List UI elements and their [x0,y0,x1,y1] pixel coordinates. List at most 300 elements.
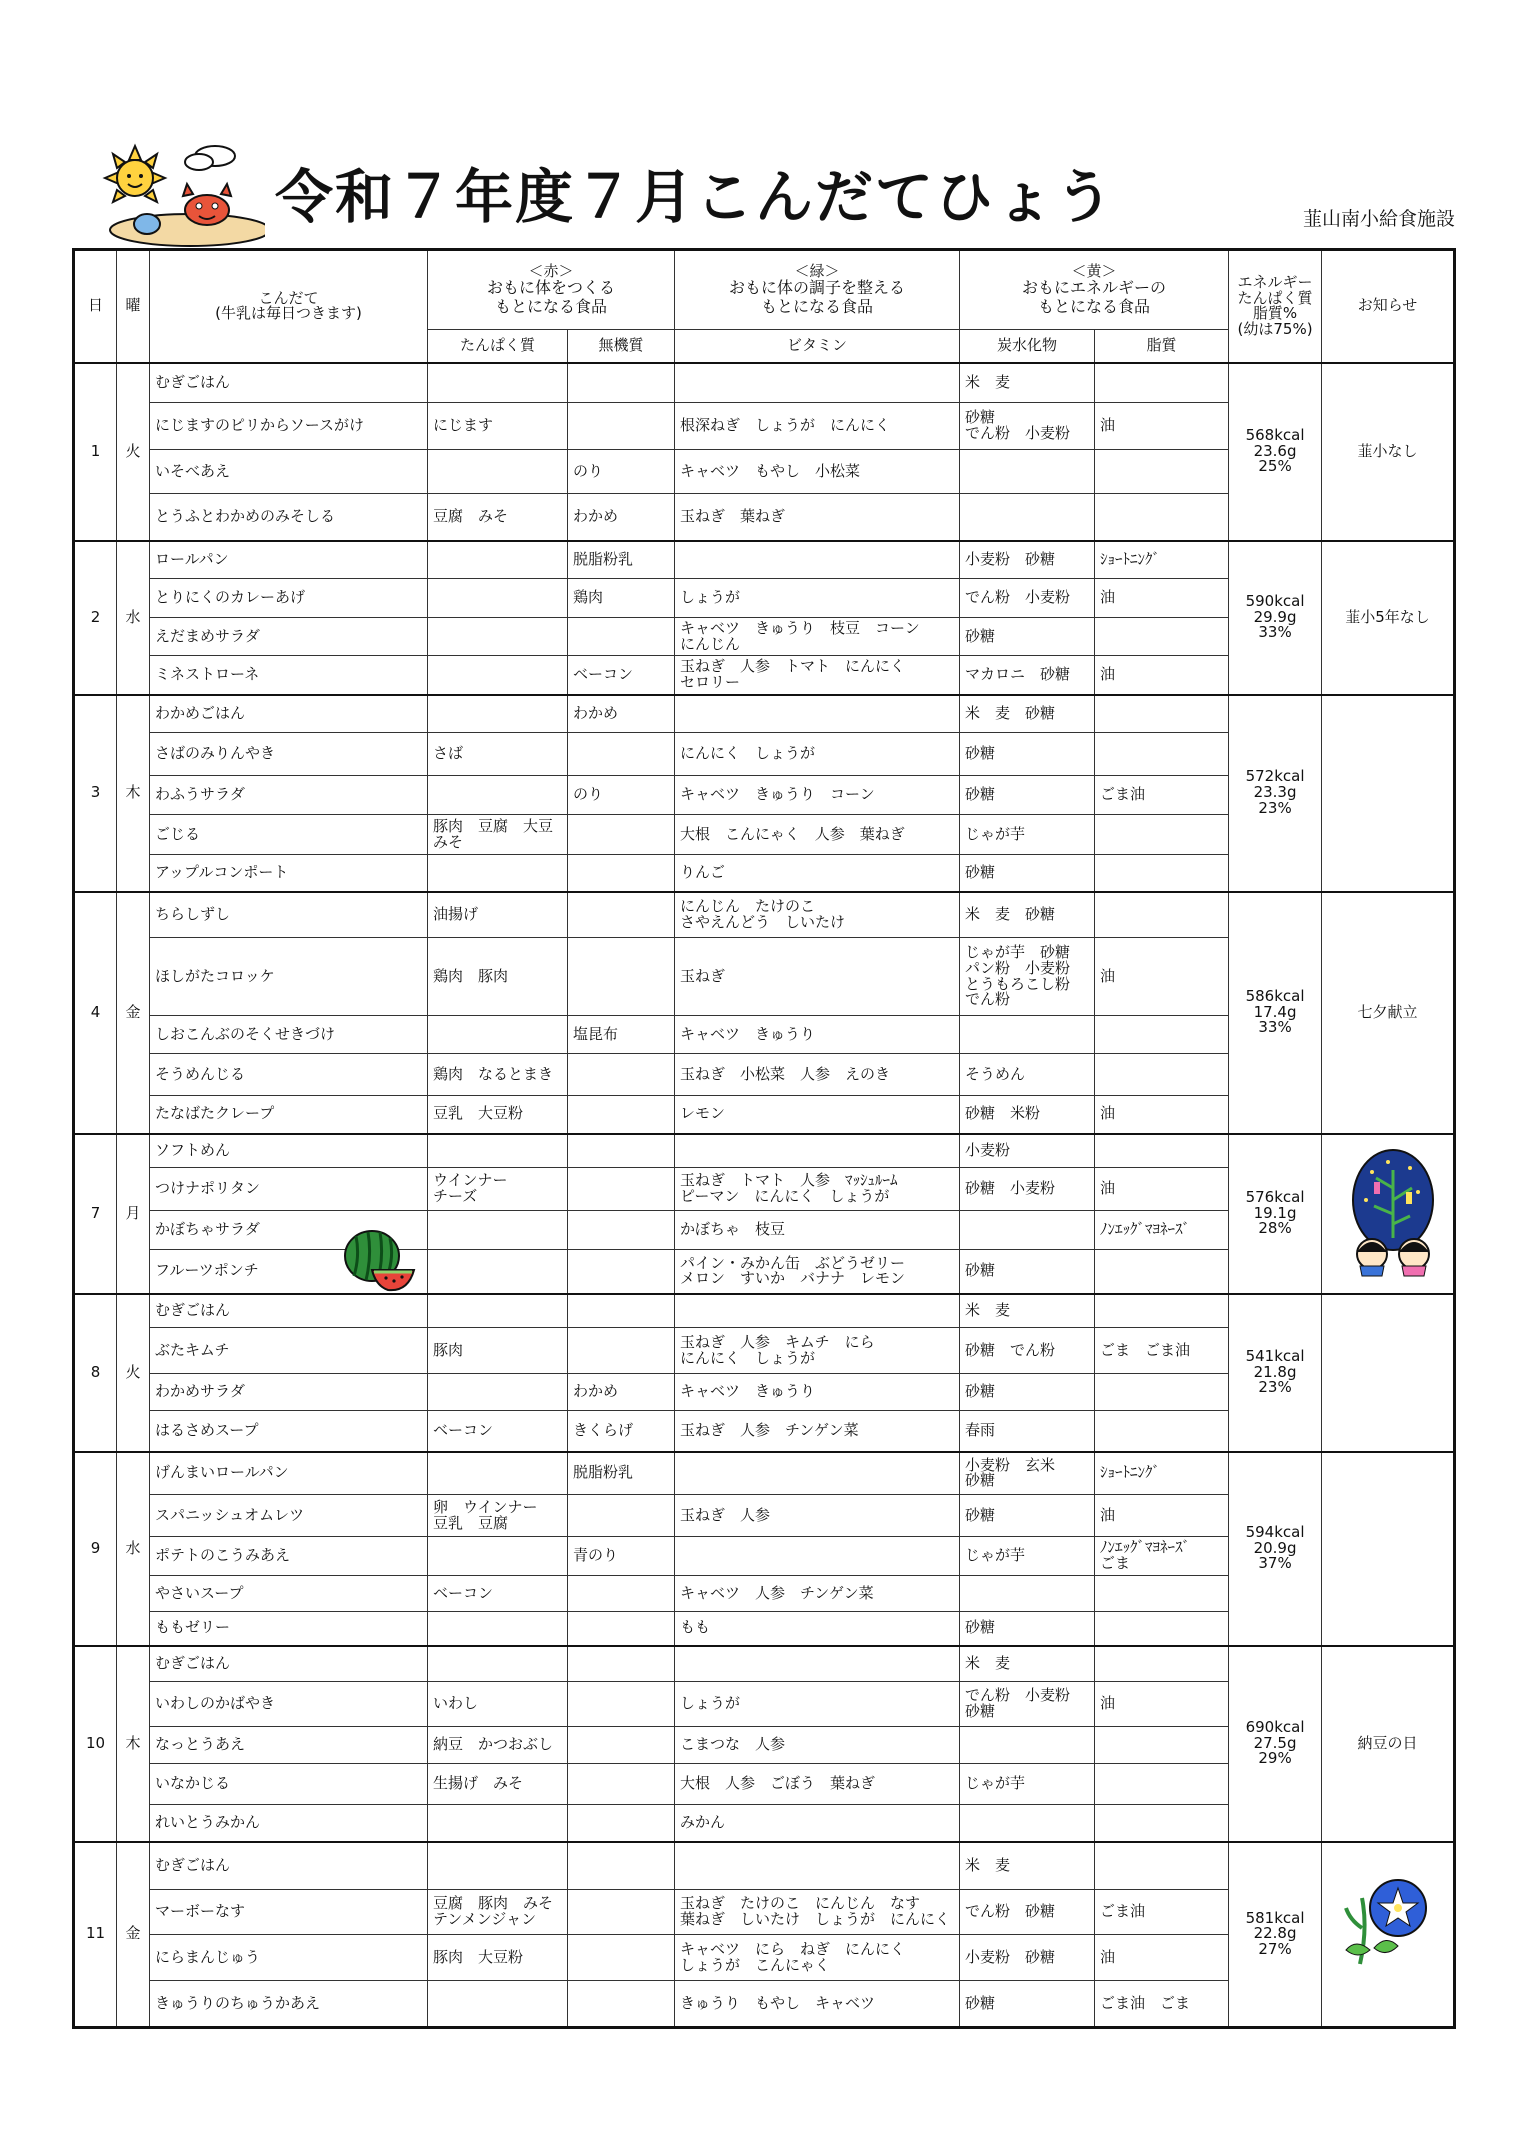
protein-foods: 豚肉 大豆粉 [428,1935,568,1981]
carb-foods: 砂糖 [960,1612,1095,1646]
vitamin-foods [675,1842,960,1890]
dish-name: ロールパン [150,541,428,579]
carb-foods: 砂糖 [960,733,1095,776]
vitamin-foods: かぼちゃ 枝豆 [675,1211,960,1250]
header-green-sub1: おもに体の調子を整える [729,278,906,298]
nutrition-summary: 568kcal 23.6g 25% [1229,363,1322,541]
vitamin-foods: キャベツ きゅうり [675,1374,960,1411]
carb-foods: でん粉 小麦粉 [960,579,1095,618]
header-yellow-group [960,250,1229,330]
vitamin-foods [675,1294,960,1328]
protein-foods: ウインナー チーズ [428,1168,568,1211]
sun-crab-logo-icon [95,138,265,248]
vitamin-foods: きゅうり もやし キャベツ [675,1981,960,2028]
vitamin-foods: 大根 人参 ごぼう 葉ねぎ [675,1764,960,1805]
protein-foods [428,1211,568,1250]
day-weekday: 水 [117,541,150,695]
fat-foods [1095,363,1229,403]
header-day: 日 [74,250,117,363]
vitamin-foods [675,363,960,403]
header-row-top [74,250,1455,330]
mineral-foods: ベーコン [568,656,675,695]
notice-cell [1322,1452,1455,1646]
fat-foods [1095,1054,1229,1096]
protein-foods [428,1646,568,1682]
protein-foods [428,776,568,815]
dish-name: つけナポリタン [150,1168,428,1211]
mineral-foods [568,1805,675,1842]
protein-foods: ベーコン [428,1576,568,1612]
mineral-foods [568,1328,675,1374]
carb-foods: 米 麦 [960,1294,1095,1328]
menu-row [74,541,1455,579]
dish-name: むぎごはん [150,363,428,403]
vitamin-foods: しょうが [675,1682,960,1727]
day-weekday: 火 [117,363,150,541]
carb-foods: じゃが芋 [960,1537,1095,1576]
protein-foods [428,656,568,695]
vitamin-foods [675,1134,960,1168]
carb-foods [960,450,1095,494]
mineral-foods: 脱脂粉乳 [568,541,675,579]
vitamin-foods: 玉ねぎ 人参 トマト にんにく セロリー [675,656,960,695]
day-weekday: 月 [117,1134,150,1294]
morning-glory-icon [1340,1868,1430,1968]
header-green-sub2: もとになる食品 [761,296,874,316]
carb-foods: 砂糖 でん粉 [960,1328,1095,1374]
mineral-foods: 鶏肉 [568,579,675,618]
dish-name: かぼちゃサラダ [150,1211,428,1250]
protein-foods: にじます [428,403,568,450]
fat-foods [1095,494,1229,541]
vitamin-foods: 玉ねぎ 人参 チンゲン菜 [675,1411,960,1452]
mineral-foods: 脱脂粉乳 [568,1452,675,1495]
day-weekday: 木 [117,1646,150,1842]
carb-foods: 米 麦 [960,1842,1095,1890]
mineral-foods [568,1842,675,1890]
mineral-foods [568,1250,675,1294]
menu-table [72,248,1456,2029]
carb-foods: 米 麦 [960,363,1095,403]
fat-foods [1095,1134,1229,1168]
protein-foods: 油揚げ [428,892,568,938]
dish-name: マーボーなす [150,1890,428,1935]
protein-foods [428,1537,568,1576]
mineral-foods [568,1981,675,2028]
mineral-foods [568,1134,675,1168]
notice-cell: 韮小5年なし [1322,541,1455,695]
mineral-foods [568,1211,675,1250]
day-weekday: 金 [117,1842,150,2028]
header-protein: たんぱく質 [428,330,568,363]
dish-name: なっとうあえ [150,1727,428,1764]
protein-foods: 豆腐 豚肉 みそ テンメンジャン [428,1890,568,1935]
header-carb: 炭水化物 [960,330,1095,363]
fat-foods [1095,733,1229,776]
vitamin-foods [675,1537,960,1576]
vitamin-foods: キャベツ きゅうり [675,1016,960,1054]
mineral-foods [568,733,675,776]
menu-row [74,1294,1455,1328]
mineral-foods [568,1054,675,1096]
fat-foods [1095,1727,1229,1764]
dish-name: ポテトのこうみあえ [150,1537,428,1576]
dish-name: むぎごはん [150,1842,428,1890]
menu-row [74,1134,1455,1168]
fat-foods: 油 [1095,1096,1229,1134]
vitamin-foods: もも [675,1612,960,1646]
menu-row [74,363,1455,403]
mineral-foods: わかめ [568,1374,675,1411]
fat-foods [1095,450,1229,494]
protein-foods [428,695,568,733]
tanabata-icon [1348,1148,1438,1278]
dish-name: ソフトめん [150,1134,428,1168]
fat-foods [1095,1646,1229,1682]
dish-name: えだまめサラダ [150,618,428,656]
fat-foods: 油 [1095,938,1229,1016]
fat-foods [1095,892,1229,938]
day-number: 7 [74,1134,117,1294]
mineral-foods [568,618,675,656]
vitamin-foods: 玉ねぎ 人参 キムチ にら にんにく しょうが [675,1328,960,1374]
protein-foods: さば [428,733,568,776]
dish-name: スパニッシュオムレツ [150,1495,428,1537]
fat-foods [1095,695,1229,733]
vitamin-foods: 玉ねぎ たけのこ にんじん なす 葉ねぎ しいたけ しょうが にんにく [675,1890,960,1935]
facility-name: 韮山南小給食施設 [1302,208,1455,230]
dish-name: たなばたクレープ [150,1096,428,1134]
fat-foods: 油 [1095,1168,1229,1211]
dish-name: ももゼリー [150,1612,428,1646]
carb-foods: 小麦粉 玄米 砂糖 [960,1452,1095,1495]
nutrition-summary: 690kcal 27.5g 29% [1229,1646,1322,1842]
carb-foods: 砂糖 [960,776,1095,815]
carb-foods: 米 麦 [960,1646,1095,1682]
fat-foods [1095,1576,1229,1612]
mineral-foods [568,1935,675,1981]
dish-name: はるさめスープ [150,1411,428,1452]
vitamin-foods: キャベツ きゅうり 枝豆 コーン にんじん [675,618,960,656]
dish-name: アップルコンポート [150,855,428,892]
fat-foods: 油 [1095,1935,1229,1981]
fat-foods [1095,1250,1229,1294]
protein-foods: 豚肉 豆腐 大豆 みそ [428,815,568,855]
carb-foods: 春雨 [960,1411,1095,1452]
vitamin-foods: 玉ねぎ 人参 [675,1495,960,1537]
fat-foods [1095,1016,1229,1054]
fat-foods: ごま ごま油 [1095,1328,1229,1374]
dish-name: ごじる [150,815,428,855]
mineral-foods [568,938,675,1016]
notice-cell: 納豆の日 [1322,1646,1455,1842]
vitamin-foods: こまつな 人参 [675,1727,960,1764]
fat-foods [1095,815,1229,855]
day-number: 1 [74,363,117,541]
protein-foods [428,1250,568,1294]
protein-foods [428,541,568,579]
carb-foods: 砂糖 米粉 [960,1096,1095,1134]
day-number: 11 [74,1842,117,2028]
carb-foods [960,1211,1095,1250]
header-weekday: 曜 [117,250,150,363]
nutrition-summary: 594kcal 20.9g 37% [1229,1452,1322,1646]
header-red-group [428,250,675,330]
mineral-foods [568,403,675,450]
fat-foods: 油 [1095,1682,1229,1727]
fat-foods: ｼｮｰﾄﾆﾝｸﾞ [1095,1452,1229,1495]
vitamin-foods: みかん [675,1805,960,1842]
protein-foods [428,618,568,656]
header-nutrition: エネルギー たんぱく質 脂質% (幼は75%) [1229,250,1322,363]
dish-name: きゅうりのちゅうかあえ [150,1981,428,2028]
dish-name: いなかじる [150,1764,428,1805]
header-notice: お知らせ [1322,250,1455,363]
carb-foods: マカロニ 砂糖 [960,656,1095,695]
header-red-sub1: おもに体をつくる [487,278,616,298]
vitamin-foods [675,1452,960,1495]
day-number: 9 [74,1452,117,1646]
fat-foods: 油 [1095,579,1229,618]
fat-foods [1095,1805,1229,1842]
vitamin-foods: キャベツ もやし 小松菜 [675,450,960,494]
menu-row [74,695,1455,733]
protein-foods [428,450,568,494]
fat-foods: ｼｮｰﾄﾆﾝｸﾞ [1095,541,1229,579]
carb-foods: 砂糖 [960,1495,1095,1537]
menu-row [74,892,1455,938]
notice-cell: 韮小なし [1322,363,1455,541]
dish-name: わかめサラダ [150,1374,428,1411]
carb-foods: 小麦粉 砂糖 [960,1935,1095,1981]
mineral-foods: のり [568,450,675,494]
carb-foods: でん粉 小麦粉 砂糖 [960,1682,1095,1727]
mineral-foods [568,1612,675,1646]
mineral-foods [568,1682,675,1727]
vitamin-foods [675,1646,960,1682]
mineral-foods: わかめ [568,494,675,541]
mineral-foods [568,1576,675,1612]
header-yellow-title: ＜黄＞ [1071,261,1117,280]
carb-foods: 小麦粉 砂糖 [960,541,1095,579]
header-red-title: ＜赤＞ [528,261,574,280]
menu-row [74,1842,1455,1890]
day-weekday: 木 [117,695,150,892]
nutrition-summary: 581kcal 22.8g 27% [1229,1842,1322,2028]
mineral-foods [568,855,675,892]
carb-foods [960,1576,1095,1612]
vitamin-foods: キャベツ きゅうり コーン [675,776,960,815]
protein-foods: ベーコン [428,1411,568,1452]
protein-foods [428,579,568,618]
vitamin-foods [675,541,960,579]
dish-name: やさいスープ [150,1576,428,1612]
protein-foods [428,1134,568,1168]
protein-foods [428,363,568,403]
nutrition-summary: 586kcal 17.4g 33% [1229,892,1322,1134]
fat-foods [1095,1374,1229,1411]
fat-foods: ごま油 [1095,776,1229,815]
vitamin-foods: 玉ねぎ 葉ねぎ [675,494,960,541]
nutrition-summary: 541kcal 21.8g 23% [1229,1294,1322,1452]
protein-foods: 納豆 かつおぶし [428,1727,568,1764]
dish-name: さばのみりんやき [150,733,428,776]
mineral-foods [568,1495,675,1537]
protein-foods: いわし [428,1682,568,1727]
carb-foods: そうめん [960,1054,1095,1096]
header-vitamin: ビタミン [675,330,960,363]
header-fat: 脂質 [1095,330,1229,363]
protein-foods [428,1612,568,1646]
header-yellow-sub2: もとになる食品 [1038,296,1151,316]
mineral-foods [568,1168,675,1211]
mineral-foods [568,1727,675,1764]
carb-foods: 砂糖 でん粉 小麦粉 [960,403,1095,450]
menu-body [74,363,1455,2028]
header-dish [150,250,428,363]
protein-foods: 豆腐 みそ [428,494,568,541]
carb-foods: じゃが芋 [960,1764,1095,1805]
protein-foods: 豆乳 大豆粉 [428,1096,568,1134]
day-weekday: 水 [117,1452,150,1646]
day-weekday: 火 [117,1294,150,1452]
protein-foods [428,1016,568,1054]
dish-name: げんまいロールパン [150,1452,428,1495]
dish-name: そうめんじる [150,1054,428,1096]
vitamin-foods: りんご [675,855,960,892]
protein-foods: 豚肉 [428,1328,568,1374]
menu-row [74,1646,1455,1682]
dish-name: わかめごはん [150,695,428,733]
mineral-foods [568,1890,675,1935]
fat-foods: 油 [1095,1495,1229,1537]
vitamin-foods [675,695,960,733]
carb-foods: 砂糖 [960,1374,1095,1411]
day-number: 4 [74,892,117,1134]
carb-foods: でん粉 砂糖 [960,1890,1095,1935]
carb-foods: 砂糖 [960,618,1095,656]
dish-name: むぎごはん [150,1294,428,1328]
carb-foods: じゃが芋 砂糖 パン粉 小麦粉 とうもろこし粉 でん粉 [960,938,1095,1016]
protein-foods: 卵 ウインナー 豆乳 豆腐 [428,1495,568,1537]
dish-name: ミネストローネ [150,656,428,695]
mineral-foods [568,892,675,938]
mineral-foods: のり [568,776,675,815]
fat-foods: ﾉﾝｴｯｸﾞﾏﾖﾈｰｽﾞ ごま [1095,1537,1229,1576]
notice-cell: 七夕献立 [1322,892,1455,1134]
fat-foods: 油 [1095,403,1229,450]
vitamin-foods: にんじん たけのこ さやえんどう しいたけ [675,892,960,938]
carb-foods: 小麦粉 [960,1134,1095,1168]
day-number: 2 [74,541,117,695]
fat-foods [1095,618,1229,656]
header-yellow-sub1: おもにエネルギーの [1022,278,1167,298]
fat-foods [1095,1764,1229,1805]
fat-foods [1095,1294,1229,1328]
header [95,138,1455,248]
fat-foods [1095,1842,1229,1890]
day-number: 8 [74,1294,117,1452]
vitamin-foods: レモン [675,1096,960,1134]
carb-foods: 砂糖 [960,1981,1095,2028]
carb-foods: じゃが芋 [960,815,1095,855]
header-dish-line2: (牛乳は毎日つきます) [215,304,362,323]
vitamin-foods: キャベツ 人参 チンゲン菜 [675,1576,960,1612]
carb-foods [960,494,1095,541]
protein-foods [428,1981,568,2028]
protein-foods: 生揚げ みそ [428,1764,568,1805]
dish-name: にらまんじゅう [150,1935,428,1981]
fat-foods: ごま油 [1095,1890,1229,1935]
dish-name: フルーツポンチ [150,1250,428,1294]
vitamin-foods: キャベツ にら ねぎ にんにく しょうが こんにゃく [675,1935,960,1981]
carb-foods: 砂糖 [960,1250,1095,1294]
page-title: 令和７年度７月こんだてひょう [275,163,1116,231]
dish-name: とりにくのカレーあげ [150,579,428,618]
dish-name: ぶたキムチ [150,1328,428,1374]
nutrition-summary: 572kcal 23.3g 23% [1229,695,1322,892]
vitamin-foods: にんにく しょうが [675,733,960,776]
vitamin-foods: 玉ねぎ トマト 人参 ﾏｯｼｭﾙｰﾑ ピーマン にんにく しょうが [675,1168,960,1211]
protein-foods [428,855,568,892]
protein-foods [428,1294,568,1328]
day-number: 10 [74,1646,117,1842]
protein-foods [428,1842,568,1890]
mineral-foods [568,815,675,855]
mineral-foods [568,1294,675,1328]
fat-foods [1095,855,1229,892]
dish-name: ちらしずし [150,892,428,938]
notice-cell [1322,1294,1455,1452]
carb-foods: 米 麦 砂糖 [960,695,1095,733]
carb-foods: 砂糖 小麦粉 [960,1168,1095,1211]
header-dish-line1: こんだて [258,288,319,307]
mineral-foods: 塩昆布 [568,1016,675,1054]
dish-name: いわしのかばやき [150,1682,428,1727]
day-weekday: 金 [117,892,150,1134]
day-number: 3 [74,695,117,892]
nutrition-summary: 576kcal 19.1g 28% [1229,1134,1322,1294]
vitamin-foods: 根深ねぎ しょうが にんにく [675,403,960,450]
notice-cell [1322,695,1455,892]
dish-name: むぎごはん [150,1646,428,1682]
mineral-foods: 青のり [568,1537,675,1576]
vitamin-foods: パイン・みかん缶 ぶどうゼリー メロン すいか バナナ レモン [675,1250,960,1294]
protein-foods: 鶏肉 豚肉 [428,938,568,1016]
mineral-foods [568,1096,675,1134]
carb-foods: 米 麦 砂糖 [960,892,1095,938]
dish-name: わふうサラダ [150,776,428,815]
dish-name: にじますのピリからソースがけ [150,403,428,450]
fat-foods: ごま油 ごま [1095,1981,1229,2028]
protein-foods: 鶏肉 なるとまき [428,1054,568,1096]
mineral-foods: わかめ [568,695,675,733]
fat-foods [1095,1411,1229,1452]
carb-foods: 砂糖 [960,855,1095,892]
dish-name: とうふとわかめのみそしる [150,494,428,541]
mineral-foods [568,1646,675,1682]
header-green-group [675,250,960,330]
fat-foods: ﾉﾝｴｯｸﾞﾏﾖﾈｰｽﾞ [1095,1211,1229,1250]
dish-name: しおこんぶのそくせきづけ [150,1016,428,1054]
header-red-sub2: もとになる食品 [495,296,608,316]
header-mineral: 無機質 [568,330,675,363]
mineral-foods [568,363,675,403]
nutrition-summary: 590kcal 29.9g 33% [1229,541,1322,695]
mineral-foods: きくらげ [568,1411,675,1452]
dish-name: れいとうみかん [150,1805,428,1842]
watermelon-icon [342,1226,416,1294]
